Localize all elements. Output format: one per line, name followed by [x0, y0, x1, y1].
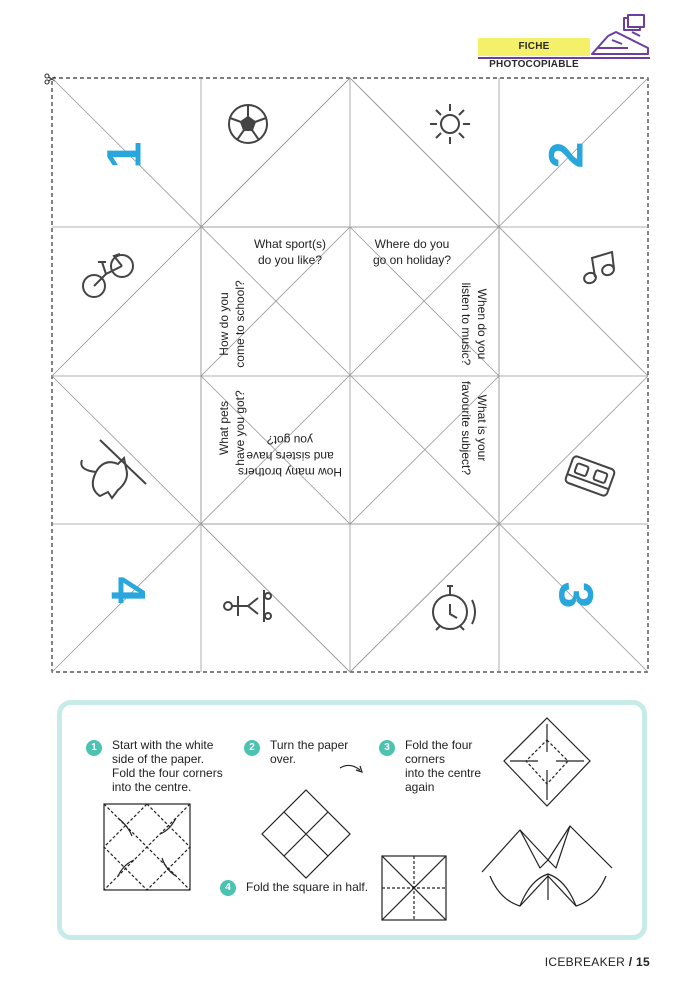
step-number-4: 4	[220, 880, 236, 896]
step-text-3: Fold the four corners into the centre again	[405, 738, 482, 794]
question-music: When do you listen to music?	[459, 282, 489, 366]
question-subject: What is your favourite subject?	[459, 380, 489, 476]
step-number-2: 2	[244, 740, 260, 756]
corner-number-4: 4	[100, 576, 154, 604]
fiche-photocopiable-badge: FICHE PHOTOCOPIABLE	[478, 38, 590, 56]
corner-number-1: 1	[98, 141, 152, 169]
question-holiday: Where do you go on holiday?	[372, 237, 452, 267]
footer-section: ICEBREAKER	[544, 955, 626, 969]
schoolbag-icon	[565, 455, 616, 496]
sun-icon	[430, 104, 470, 144]
question-sports: What sport(s) do you like?	[253, 237, 326, 267]
music-note-icon	[583, 252, 616, 285]
football-icon	[229, 105, 267, 143]
instructions-panel	[57, 700, 647, 940]
bicycle-icon	[83, 254, 133, 297]
cat-icon	[81, 440, 146, 498]
alarm-clock-icon	[433, 586, 475, 630]
question-pets: What pets have you got?	[217, 390, 247, 466]
step-text-4: Fold the square in half.	[246, 880, 369, 894]
page-footer	[545, 955, 650, 969]
page-number: 15	[636, 955, 650, 969]
question-siblings: How many brothers and sisters have you got?	[237, 433, 343, 479]
step-text-2: Turn the paper over.	[270, 738, 349, 766]
step-number-3: 3	[379, 740, 395, 756]
step-text-1: Start with the white side of the paper. Fold the four corners into the centre.	[112, 738, 223, 794]
skateboarder-icon	[224, 590, 271, 622]
corner-number-3: 3	[548, 581, 602, 609]
footer-separator: /	[625, 955, 637, 969]
step-number-1: 1	[86, 740, 102, 756]
corner-number-2: 2	[540, 141, 594, 169]
question-school-travel: How do you come to school?	[217, 280, 247, 368]
